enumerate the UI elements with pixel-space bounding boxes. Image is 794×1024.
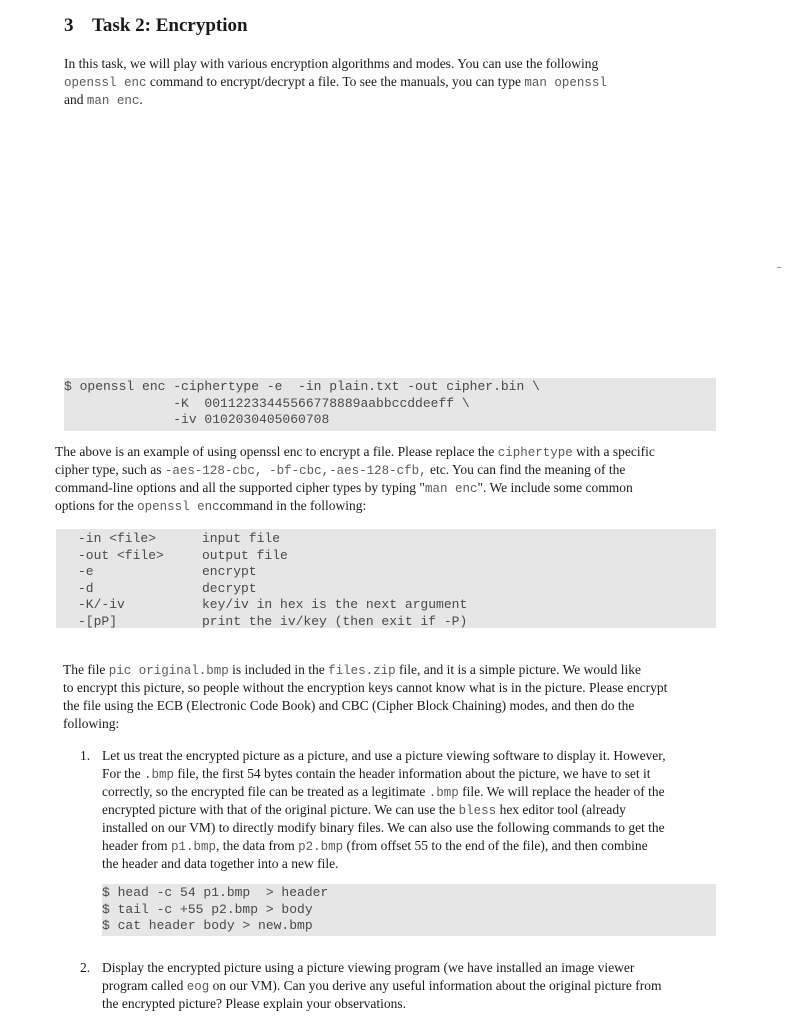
intro-line-2 (64, 73, 718, 91)
item-line (102, 837, 717, 855)
item-line (102, 783, 717, 801)
text: file, and it is a simple picture. We would like (395, 662, 642, 677)
text: The above is an example of using openssl enc to encrypt a file. Please replace the (55, 444, 498, 459)
option-description: input file (202, 531, 281, 546)
option-description: decrypt (202, 580, 257, 596)
item-line (102, 765, 717, 783)
code-line: $ openssl enc -ciphertype -e -in plain.txt -out cipher.bin \ (64, 379, 540, 394)
item-line: the encrypted picture? Please explain your observations. (102, 996, 407, 1011)
text: encrypted picture with that of the original picture. We can use the (102, 802, 459, 817)
text: with a specific (572, 444, 655, 459)
option-row (56, 548, 716, 565)
option-flag: -out <file> (78, 547, 164, 563)
item-line: Let us treat the encrypted picture as a picture, and use a picture viewing software to display it. However, (102, 748, 666, 763)
option-flag: -K/-iv (78, 597, 125, 612)
text: options for the (55, 498, 138, 513)
list-item-body (102, 959, 717, 1013)
inline-code: man openssl (524, 76, 607, 90)
file-paragraph (63, 661, 717, 733)
intro-text-4: . (139, 92, 143, 107)
code-line: $ head -c 54 p1.bmp > header (102, 885, 329, 900)
text: program called (102, 978, 187, 993)
option-description: key/iv in hex is the next argument (202, 597, 468, 612)
option-description: encrypt (202, 564, 257, 579)
text: is included in the (228, 662, 329, 677)
code-line: -K 00112233445566778889aabbccddeeff \ (64, 395, 470, 411)
text: file, the first 54 bytes contain the header information about the picture, we have to set it (174, 766, 651, 781)
text: on our VM). Can you derive any useful information about the original picture from (209, 978, 662, 993)
inline-code: openssl enc (137, 500, 220, 514)
explanation-line-2 (55, 461, 725, 479)
item-line: installed on our VM) to directly modify binary files. We can also use the following commands to get the (102, 820, 665, 835)
option-flag: -e (78, 564, 94, 579)
intro-text-3: and (64, 92, 87, 107)
option-flag: -[pP] (78, 613, 118, 629)
text: etc. You can find the meaning of the (426, 462, 626, 477)
intro-paragraph (64, 55, 718, 109)
option-row (56, 614, 716, 631)
inline-code: .bmp (428, 786, 459, 800)
inline-code: -bf-cbc, (269, 464, 330, 478)
inline-code: bless (458, 804, 497, 818)
option-description: output file (202, 547, 288, 563)
inline-code: -aes-128-cbc, (164, 464, 263, 478)
option-row (56, 581, 716, 598)
intro-line-3 (64, 91, 718, 109)
file-line-3: the file using the ECB (Electronic Code Book) and CBC (Cipher Block Chaining) modes, and then do the (63, 698, 635, 713)
text: , the data from (215, 838, 299, 853)
file-line-1 (63, 661, 717, 679)
list-item-body (102, 747, 717, 873)
text: The file (63, 662, 109, 677)
item-line: the header and data together into a new file. (102, 856, 339, 871)
options-table (56, 529, 716, 628)
code-line: -iv 0102030405060708 (64, 412, 330, 427)
text: command-line options and all the supported cipher types by typing " (55, 480, 425, 495)
option-flag: -d (78, 580, 94, 596)
inline-code: eog (186, 980, 210, 994)
text: cipher type, such as (55, 462, 165, 477)
text: file. We will replace the header of the (458, 784, 665, 799)
explanation-line-3 (55, 479, 725, 497)
file-line-4: following: (63, 716, 120, 731)
item-line (102, 977, 717, 995)
list-number: 1. (80, 748, 91, 763)
text: hex editor tool (already (496, 802, 626, 817)
inline-code: openssl enc (64, 76, 147, 90)
item-line: Display the encrypted picture using a picture viewing program (we have installed an image viewer (102, 960, 635, 975)
section-title: Task 2: Encryption (92, 15, 248, 36)
section-number: 3 (64, 15, 74, 36)
inline-code: files.zip (328, 664, 396, 678)
text: ". We include some common (477, 480, 633, 495)
explanation-paragraph (55, 443, 725, 515)
option-flag: -in <file> (78, 531, 157, 546)
option-description: print the iv/key (then exit if -P) (202, 613, 468, 629)
explanation-line-4 (55, 497, 725, 515)
text: For the (102, 766, 144, 781)
item-line (102, 801, 717, 819)
command-example-block (64, 378, 716, 431)
option-row (56, 597, 716, 614)
inline-code: .bmp (144, 768, 175, 782)
text: (from offset 55 to the end of the file), and then combine (343, 838, 648, 853)
intro-line-1 (64, 55, 718, 73)
text: command in the following: (219, 498, 367, 513)
inline-code: man enc (86, 94, 140, 108)
bmp-commands-block (102, 884, 716, 936)
explanation-line-1 (55, 443, 725, 461)
option-row (56, 564, 716, 581)
margin-mark (777, 267, 781, 268)
inline-code: p1.bmp (170, 840, 216, 854)
intro-text-2: command to encrypt/decrypt a file. To see the manuals, you can type (146, 74, 525, 89)
section-heading (64, 14, 248, 38)
text: header from (102, 838, 171, 853)
inline-code: pic original.bmp (108, 664, 229, 678)
code-line: $ cat header body > new.bmp (102, 918, 313, 933)
inline-code: man enc (424, 482, 478, 496)
text: correctly, so the encrypted file can be treated as a legitimate (102, 784, 429, 799)
inline-code: ciphertype (497, 446, 573, 460)
list-number: 2. (80, 960, 91, 975)
option-row (56, 531, 716, 548)
inline-code: -aes-128-cfb, (329, 464, 427, 478)
intro-text-1: In this task, we will play with various encryption algorithms and modes. You can use the following (64, 56, 599, 71)
code-line: $ tail -c +55 p2.bmp > body (102, 901, 313, 917)
file-line-2: to encrypt this picture, so people without the encryption keys cannot know what is in the picture. Please encrypt (63, 680, 668, 695)
inline-code: p2.bmp (298, 840, 344, 854)
